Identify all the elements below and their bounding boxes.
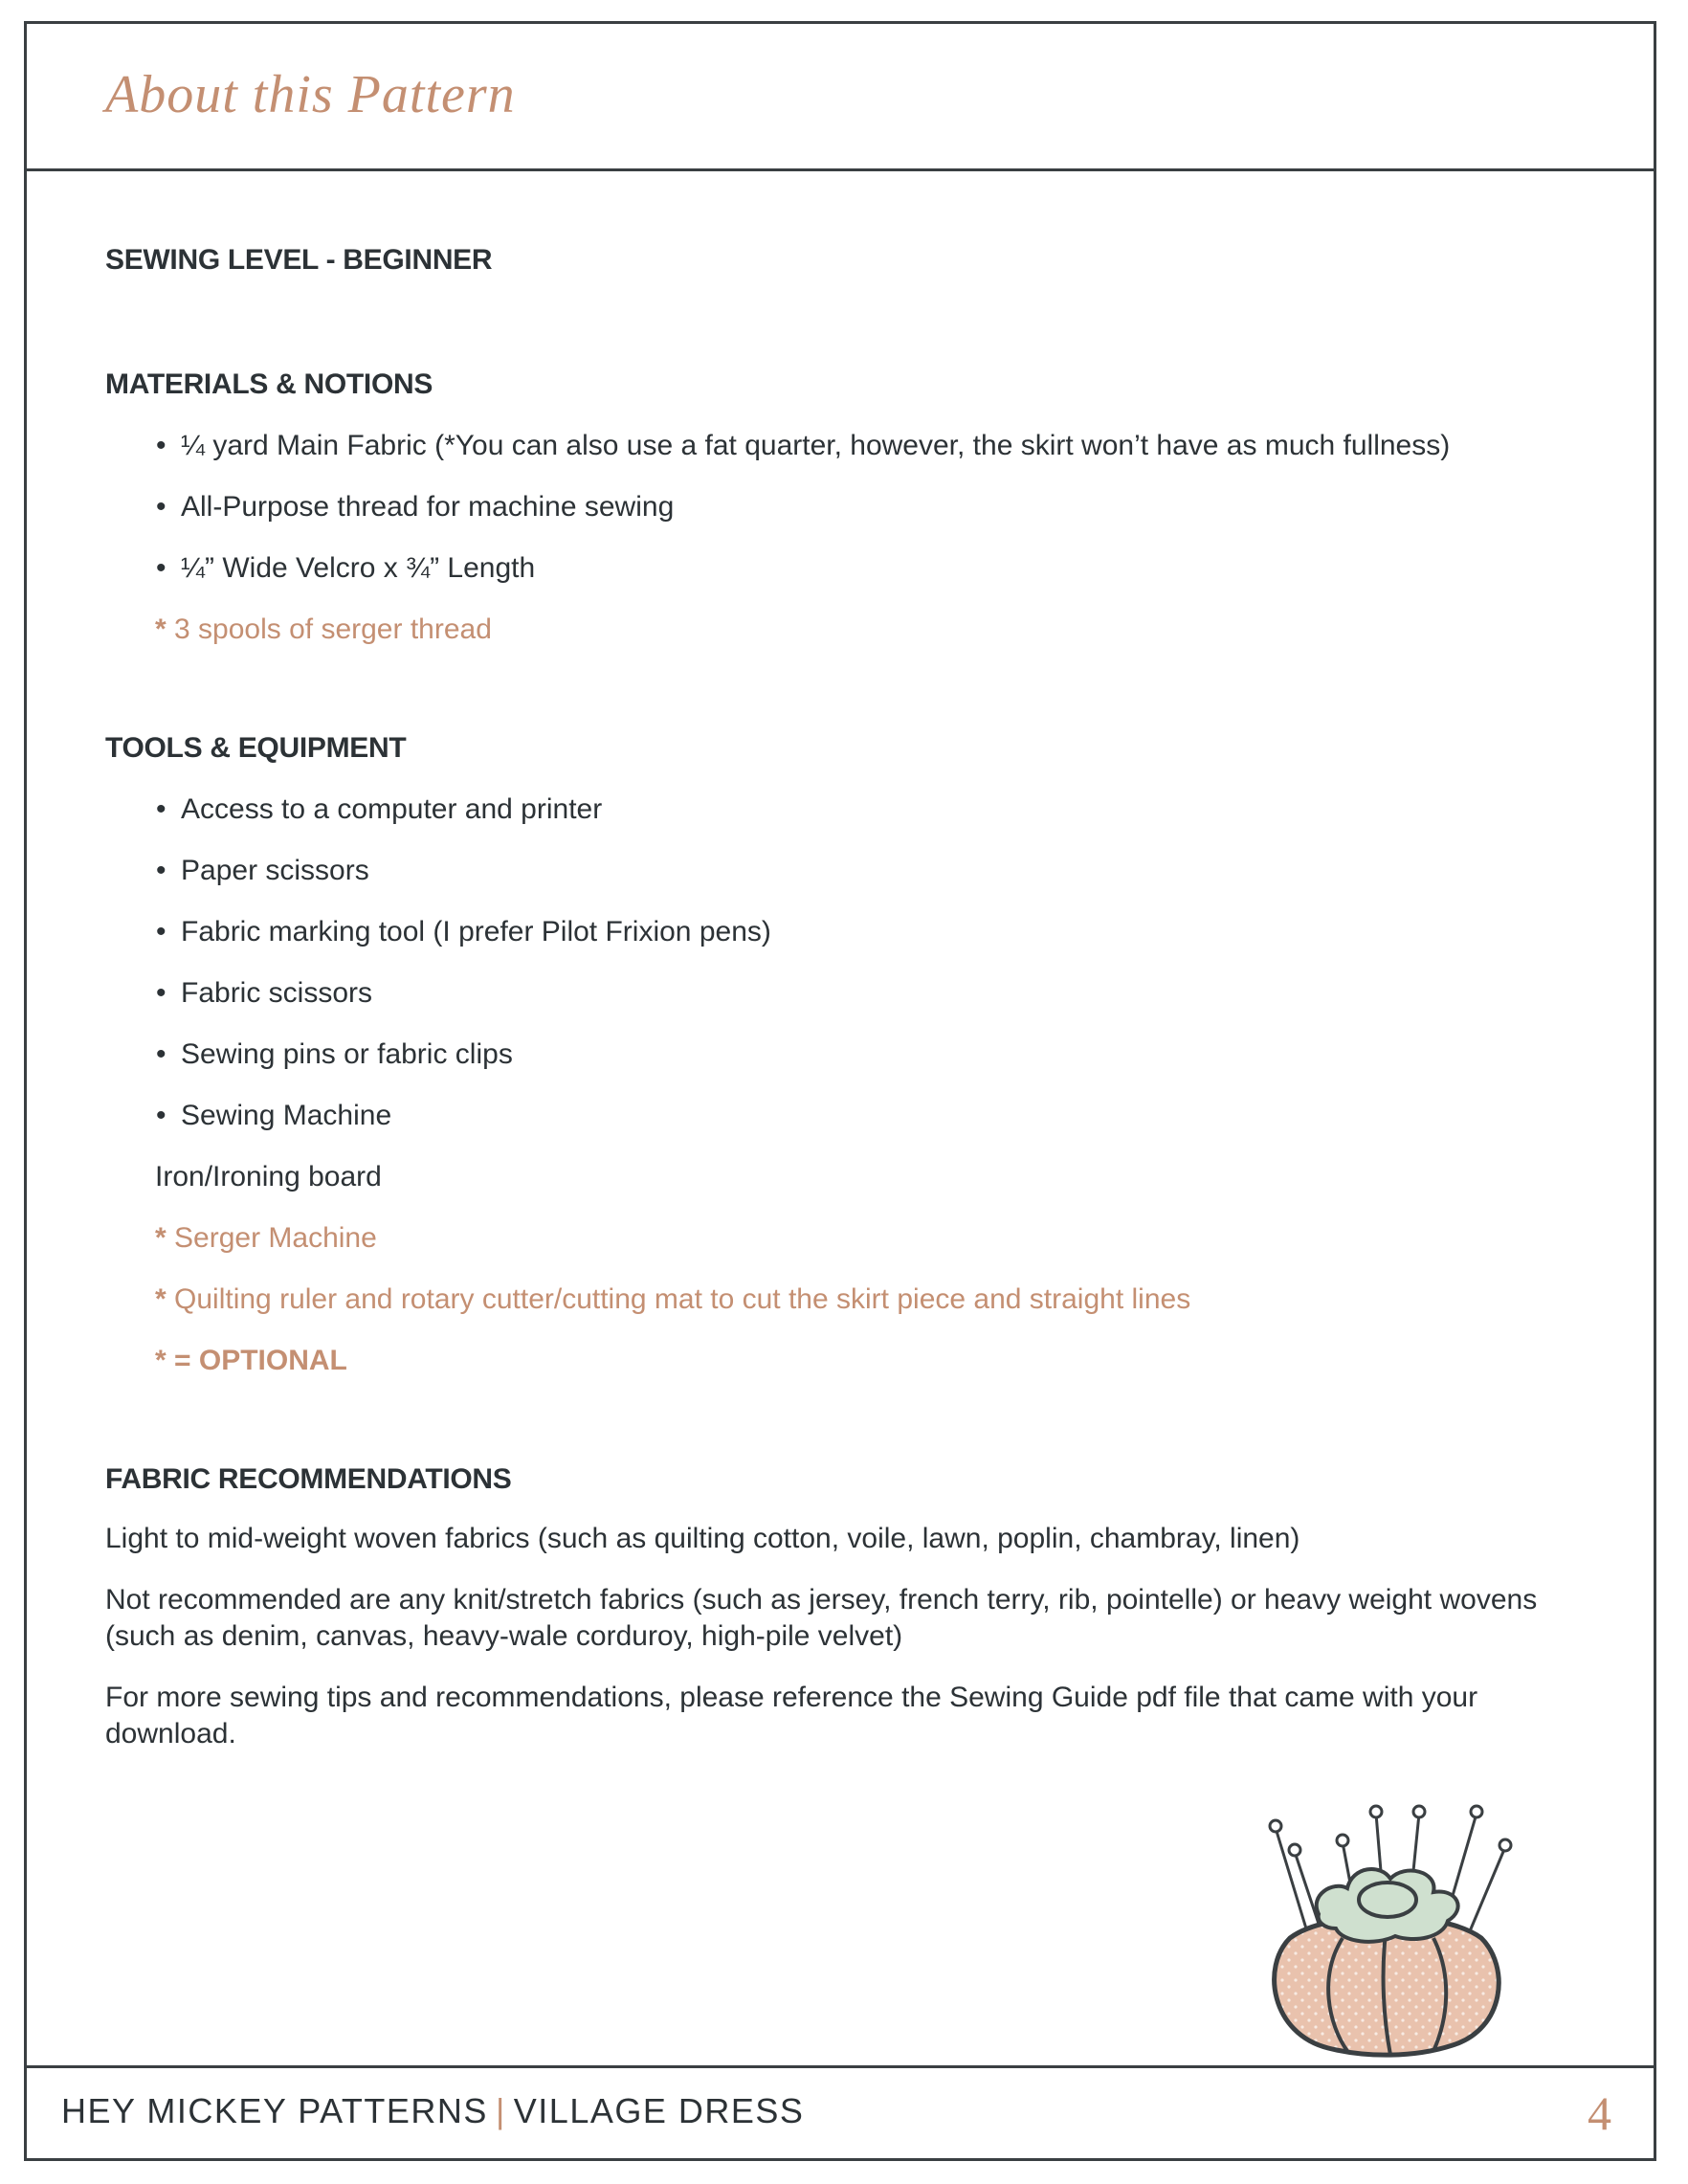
materials-heading: MATERIALS & NOTIONS: [105, 368, 433, 400]
pincushion-illustration: [1252, 1775, 1520, 2062]
list-item: • Paper scissors: [156, 855, 369, 886]
tools-list: [105, 793, 1558, 1132]
optional-item: * Quilting ruler and rotary cutter/cutting mat to cut the skirt piece and straight lines: [155, 1283, 1191, 1315]
list-item: • ¼” Wide Velcro x ¾” Length: [156, 552, 536, 584]
brand-name: HEY MICKEY PATTERNS: [61, 2091, 488, 2130]
materials-list: [105, 430, 1558, 585]
fabric-section: [105, 1463, 1558, 1752]
sewing-level-heading: SEWING LEVEL - BEGINNER: [105, 244, 493, 276]
page-header: [27, 24, 1654, 171]
list-item: • Sewing Machine: [156, 1100, 392, 1131]
brand-separator: |: [495, 2091, 506, 2130]
optional-item: * 3 spools of serger thread: [155, 613, 492, 645]
main-content: [105, 244, 1558, 1752]
footer-brand: [61, 2091, 804, 2131]
list-item: • ¼ yard Main Fabric (*You can also use a fat quarter, however, the skirt won’t have as much fullness): [156, 430, 1451, 461]
list-item: • Fabric scissors: [156, 977, 373, 1009]
list-item: • Sewing pins or fabric clips: [156, 1038, 513, 1070]
list-item: • Fabric marking tool (I prefer Pilot Frixion pens): [156, 916, 771, 947]
list-item: • All-Purpose thread for machine sewing: [156, 491, 675, 523]
fabric-paragraph: Light to mid-weight woven fabrics (such as quilting cotton, voile, lawn, poplin, chambray, linen): [105, 1523, 1300, 1554]
page-number: 4: [1588, 2086, 1611, 2140]
fabric-paragraph: Not recommended are any knit/stretch fabrics (such as jersey, french terry, rib, pointelle) or heavy weight wovens (such as denim, canvas, heavy-wale corduroy, high-pile velvet): [105, 1584, 1538, 1652]
page-frame: [24, 21, 1656, 2161]
product-name: VILLAGE DRESS: [513, 2091, 805, 2130]
optional-item: * Serger Machine: [155, 1222, 377, 1254]
optional-legend: * = OPTIONAL: [155, 1345, 347, 1376]
fabric-paragraph: For more sewing tips and recommendations, please reference the Sewing Guide pdf file that came with your download.: [105, 1682, 1478, 1749]
materials-section: [105, 368, 1558, 646]
plain-item: Iron/Ironing board: [155, 1161, 382, 1192]
list-item: • Access to a computer and printer: [156, 793, 603, 825]
tools-heading: TOOLS & EQUIPMENT: [105, 732, 407, 764]
fabric-heading: FABRIC RECOMMENDATIONS: [105, 1463, 512, 1495]
page-title: About this Pattern: [105, 65, 516, 124]
page-footer: [27, 2065, 1654, 2158]
tools-section: [105, 732, 1558, 1377]
